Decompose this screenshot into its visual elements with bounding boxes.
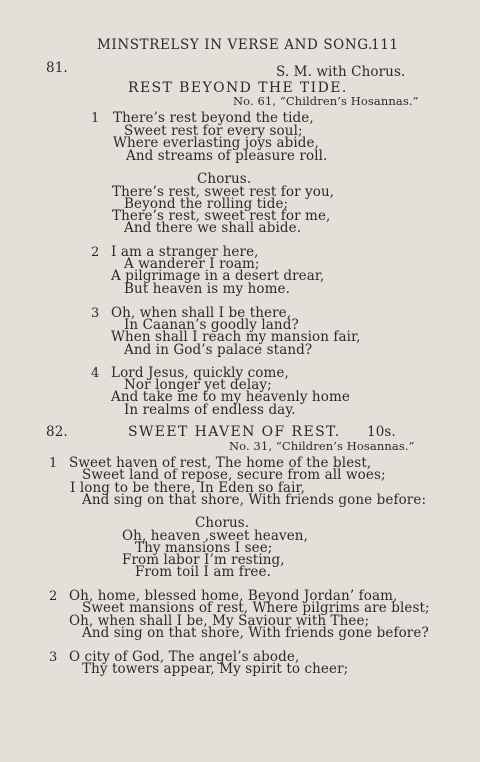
chorus-line: There’s rest, sweet rest for you,	[112, 184, 335, 200]
verse-line: Nor longer yet delay;	[124, 377, 272, 393]
verse-line: There’s rest beyond the tide,	[113, 110, 314, 126]
verse-line: Where everlasting joys abide,	[113, 135, 320, 151]
verse-line: Sweet mansions of rest, Where pilgrims are blest;	[82, 600, 430, 616]
verse-line: I am a stranger here,	[111, 244, 259, 260]
verse-line: Oh, when shall I be there,	[111, 305, 292, 321]
chorus-line: Beyond the rolling tide;	[124, 196, 289, 212]
verse-line: I long to be there, In Eden so fair,	[70, 480, 305, 496]
verse-number: 2	[91, 245, 100, 260]
verse-number: 1	[49, 456, 58, 471]
verse-line: And streams of pleasure roll.	[126, 148, 328, 164]
verse-line: But heaven is my home.	[124, 281, 291, 297]
verse-line: Sweet haven of rest, The home of the blest,	[69, 455, 372, 471]
chorus-line: And there we shall abide.	[124, 220, 302, 236]
verse-line: In Caanan’s goodly land?	[124, 317, 299, 333]
verse-line: And sing on that shore, With friends gone before?	[82, 625, 429, 641]
verse-line: And take me to my heavenly home	[111, 389, 350, 405]
verse-number: 3	[91, 306, 100, 321]
hymn-source: No. 31, “Children’s Hosannas.”	[229, 439, 415, 453]
chorus-line: From toil I am free.	[135, 564, 272, 580]
hymn-number: 81.	[46, 60, 68, 76]
hymn-title: SWEET HAVEN OF REST.	[128, 424, 341, 440]
chorus-line: From labor I’m resting,	[122, 552, 285, 568]
verse-line: Lord Jesus, quickly come,	[111, 365, 289, 381]
hymn-source: No. 61, “Children’s Hosannas.”	[233, 94, 419, 108]
verse-line: O city of God, The angel’s abode,	[69, 649, 300, 665]
verse-number: 2	[49, 589, 58, 604]
hymn-meter: S. M. with Chorus.	[276, 64, 406, 80]
verse-line: Sweet rest for every soul;	[124, 123, 303, 139]
page-number: 111	[371, 37, 399, 53]
verse-line: When shall I reach my mansion fair,	[111, 329, 361, 345]
verse-line: A wanderer I roam;	[124, 256, 260, 272]
chorus-line: There’s rest, sweet rest for me,	[112, 208, 331, 224]
verse-line: Oh, when shall I be, My Saviour with Thee;	[69, 613, 370, 629]
verse-line: And in God’s palace stand?	[124, 342, 313, 358]
verse-line: A pilgrimage in a desert drear,	[111, 268, 325, 284]
hymn-number: 82.	[46, 424, 68, 440]
verse-number: 3	[49, 650, 58, 665]
verse-number: 1	[91, 111, 100, 126]
chorus-label: Chorus.	[195, 515, 250, 531]
verse-number: 4	[91, 366, 100, 381]
verse-line: Sweet land of repose, secure from all woes;	[82, 467, 386, 483]
hymn-title: REST BEYOND THE TIDE.	[128, 80, 348, 96]
chorus-line: Oh, heaven ,sweet heaven,	[122, 528, 308, 544]
chorus-line: Thy mansions I see;	[135, 540, 273, 556]
verse-line: Thy towers appear, My spirit to cheer;	[82, 661, 349, 677]
chorus-label: Chorus.	[197, 171, 252, 187]
verse-line: In realms of endless day.	[124, 402, 296, 418]
hymn-meter: 10s.	[367, 424, 396, 440]
verse-line: And sing on that shore, With friends gone before:	[82, 492, 427, 508]
running-title: MINSTRELSY IN VERSE AND SONG.	[97, 37, 374, 53]
verse-line: Oh, home, blessed home, Beyond Jordan’ foam,	[69, 588, 398, 604]
